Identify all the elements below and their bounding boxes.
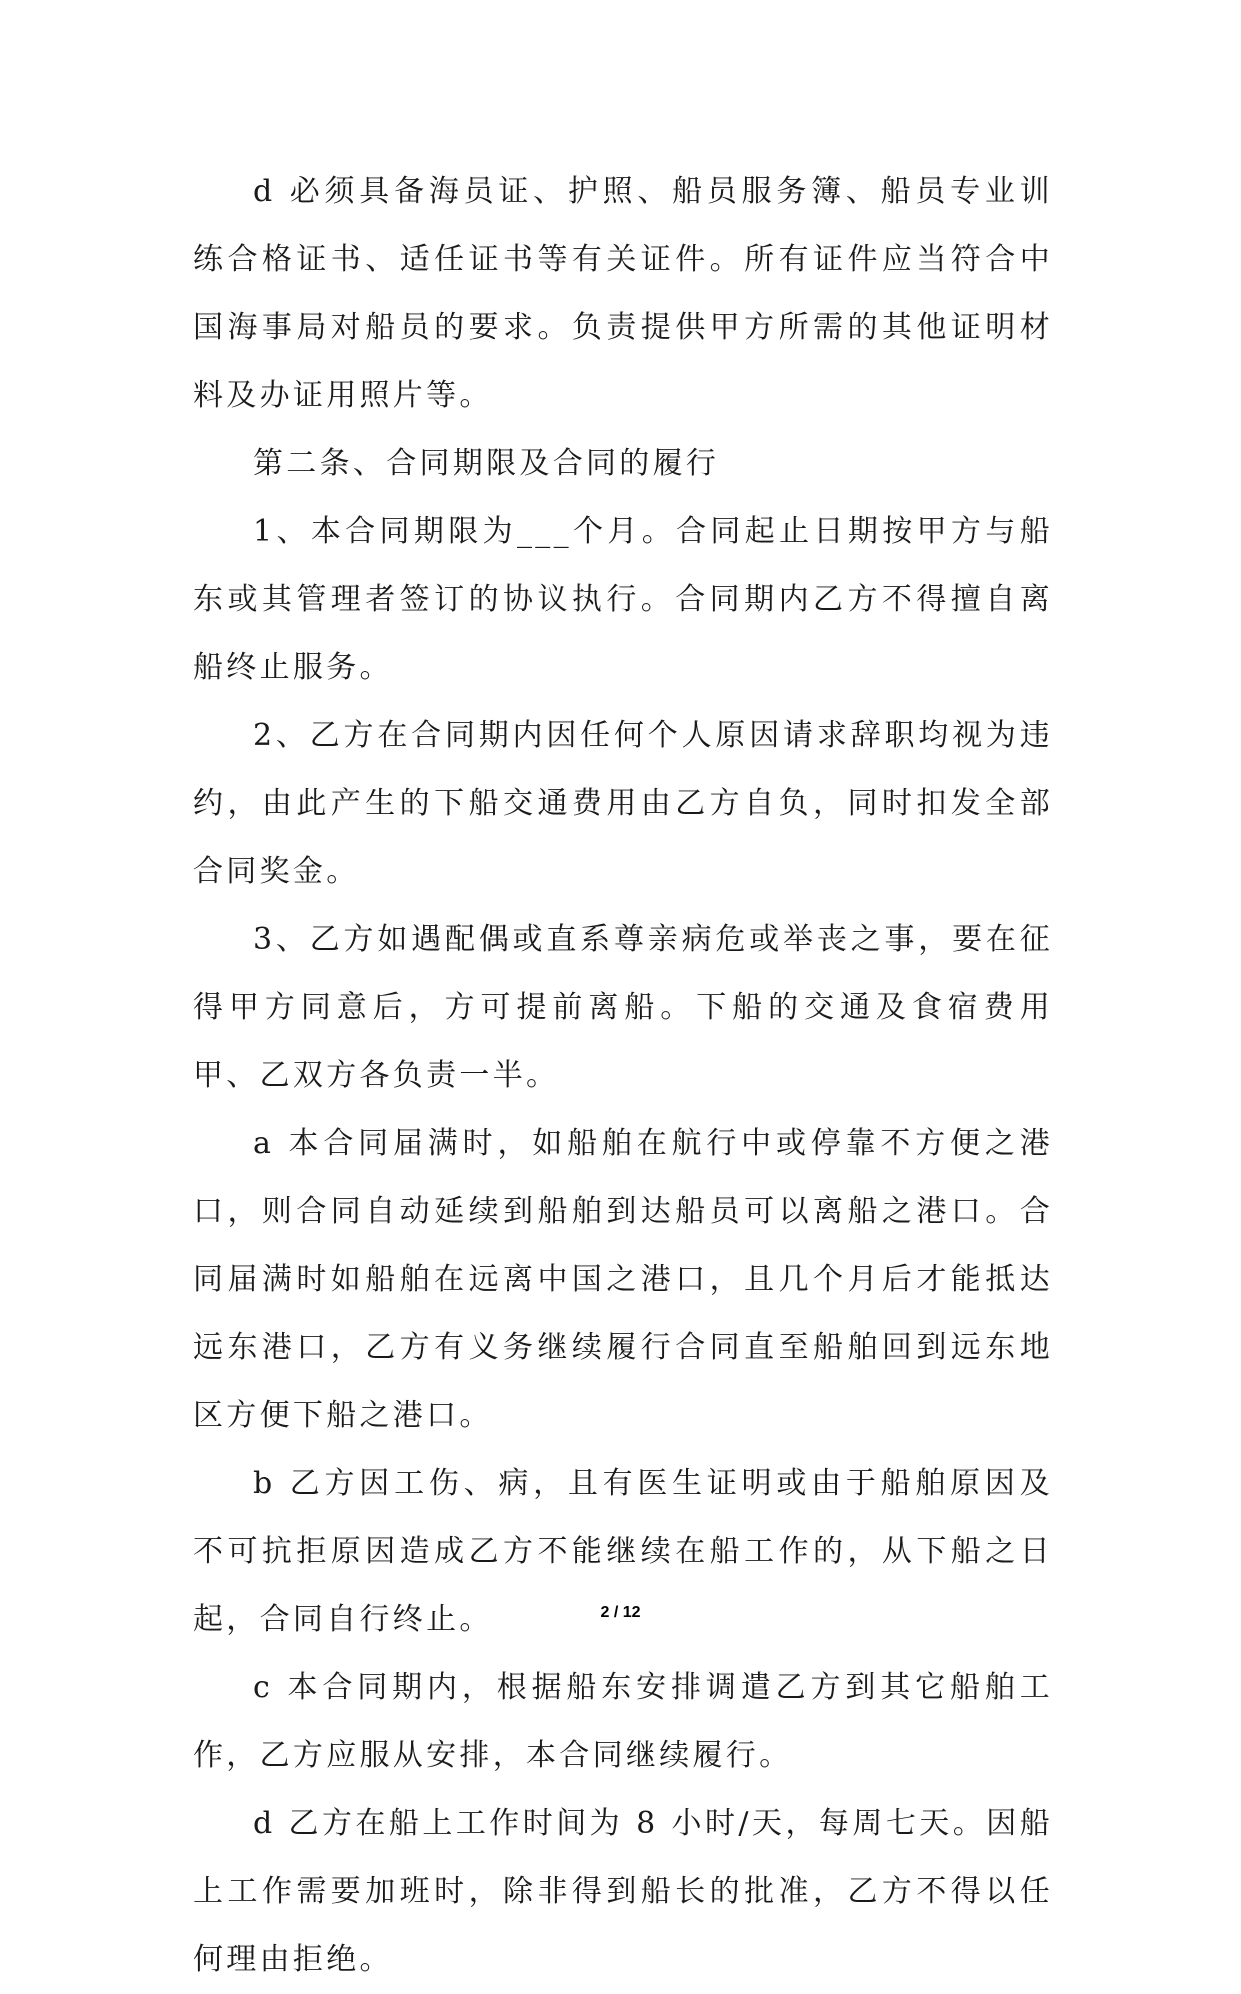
section-heading-article-2: 第二条、合同期限及合同的履行 bbox=[253, 446, 720, 481]
paragraph-item-1: 1、本合同期限为___个月。合同起止日期按甲方与船东或其管理者签订的协议执行。合同期内乙方不得擅自离船终止服务。 bbox=[193, 514, 1053, 685]
paragraph-clause-d-hours: d 乙方在船上工作时间为 8 小时/天，每周七天。因船上工作需要加班时，除非得到船长的批准，乙方不得以任何理由拒绝。 bbox=[193, 1806, 1053, 1977]
document-body bbox=[193, 158, 1053, 1994]
page-number: 2 / 12 bbox=[600, 1604, 641, 1621]
paragraph-clause-a: a 本合同届满时，如船舶在航行中或停靠不方便之港口，则合同自动延续到船舶到达船员可以离船之港口。合同届满时如船舶在远离中国之港口，且几个月后才能抵达远东港口，乙方有义务继续履行合同直至船舶回到远东地区方便下船之港口。 bbox=[193, 1126, 1053, 1433]
paragraph-clause-c: c 本合同期内，根据船东安排调遣乙方到其它船舶工作，乙方应服从安排，本合同继续履行。 bbox=[193, 1670, 1053, 1773]
paragraph-clause-d-certificates: d 必须具备海员证、护照、船员服务簿、船员专业训练合格证书、适任证书等有关证件。所有证件应当符合中国海事局对船员的要求。负责提供甲方所需的其他证明材料及办证用照片等。 bbox=[193, 174, 1053, 413]
paragraph-item-3: 3、乙方如遇配偶或直系尊亲病危或举丧之事，要在征得甲方同意后，方可提前离船。下船的交通及食宿费用甲、乙双方各负责一半。 bbox=[193, 922, 1053, 1093]
paragraph-item-2: 2、乙方在合同期内因任何个人原因请求辞职均视为违约，由此产生的下船交通费用由乙方自负，同时扣发全部合同奖金。 bbox=[193, 718, 1053, 889]
paragraph-clause-b: b 乙方因工伤、病，且有医生证明或由于船舶原因及不可抗拒原因造成乙方不能继续在船工作的，从下船之日起，合同自行终止。 bbox=[193, 1466, 1053, 1637]
